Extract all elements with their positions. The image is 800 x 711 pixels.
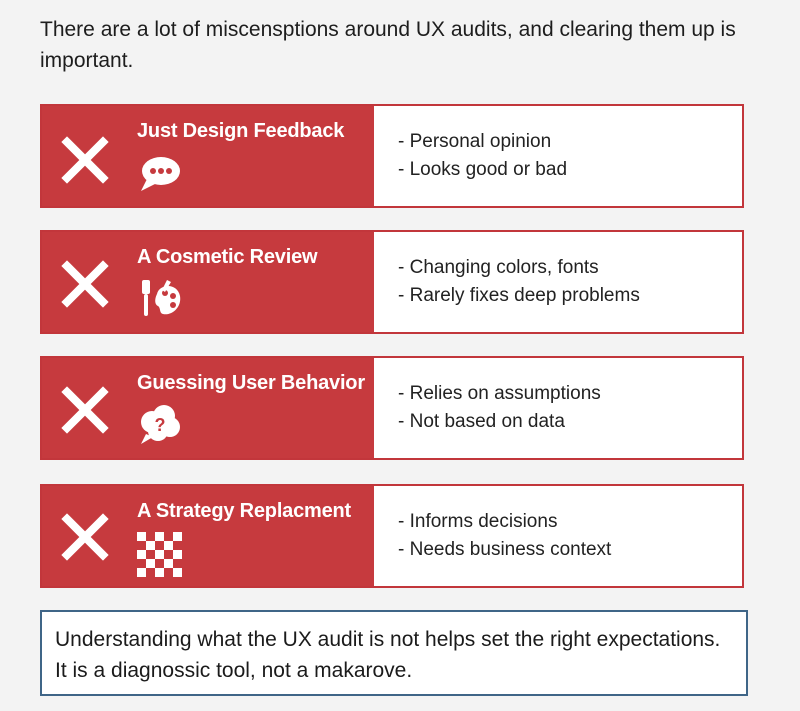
x-mark-icon <box>61 260 109 308</box>
bullet-item: - Rarely fixes deep problems <box>398 285 640 306</box>
bullet-item: - Changing colors, fonts <box>398 257 599 278</box>
bullet-item: - Looks good or bad <box>398 159 568 180</box>
speech-bubble-icon <box>137 151 183 197</box>
paint-palette-icon <box>137 276 183 322</box>
card-title: Guessing User Behavior <box>137 372 365 394</box>
summary-text: Understanding what the UX audit is not helps set the right expectations. It is a diagnossic tool, not a makarove. <box>55 628 721 682</box>
x-mark-icon <box>61 513 109 561</box>
card-bullets <box>398 232 640 332</box>
card-title: A Cosmetic Review <box>137 246 318 268</box>
misconception-card-design-feedback <box>40 104 744 208</box>
card-title: Just Design Feedback <box>137 120 345 142</box>
intro-paragraph: There are a lot of miscensptions around UX audits, and clearing them up is important. <box>40 18 736 72</box>
svg-text:?: ? <box>154 415 166 435</box>
bullet-item: - Personal opinion <box>398 131 552 152</box>
bullet-item: - Informs decisions <box>398 511 558 532</box>
card-bullets <box>398 358 601 458</box>
question-cloud-icon <box>137 402 183 448</box>
x-mark-icon <box>61 136 109 184</box>
card-label-panel <box>42 486 374 586</box>
x-mark-icon <box>61 386 109 434</box>
card-bullets <box>398 106 567 206</box>
bullet-item: - Needs business context <box>398 539 612 560</box>
summary-box <box>40 610 748 696</box>
card-label-panel <box>42 232 374 332</box>
misconception-card-strategy-replacement <box>40 484 744 588</box>
misconception-card-cosmetic-review <box>40 230 744 334</box>
card-label-panel <box>42 106 374 206</box>
card-bullets <box>398 486 611 586</box>
bullet-item: - Relies on assumptions <box>398 383 601 404</box>
card-label-panel <box>42 358 374 458</box>
checkerboard-icon <box>137 532 183 578</box>
card-title: A Strategy Replacment <box>137 500 352 522</box>
misconception-card-guessing-behavior <box>40 356 744 460</box>
bullet-item: - Not based on data <box>398 411 565 432</box>
